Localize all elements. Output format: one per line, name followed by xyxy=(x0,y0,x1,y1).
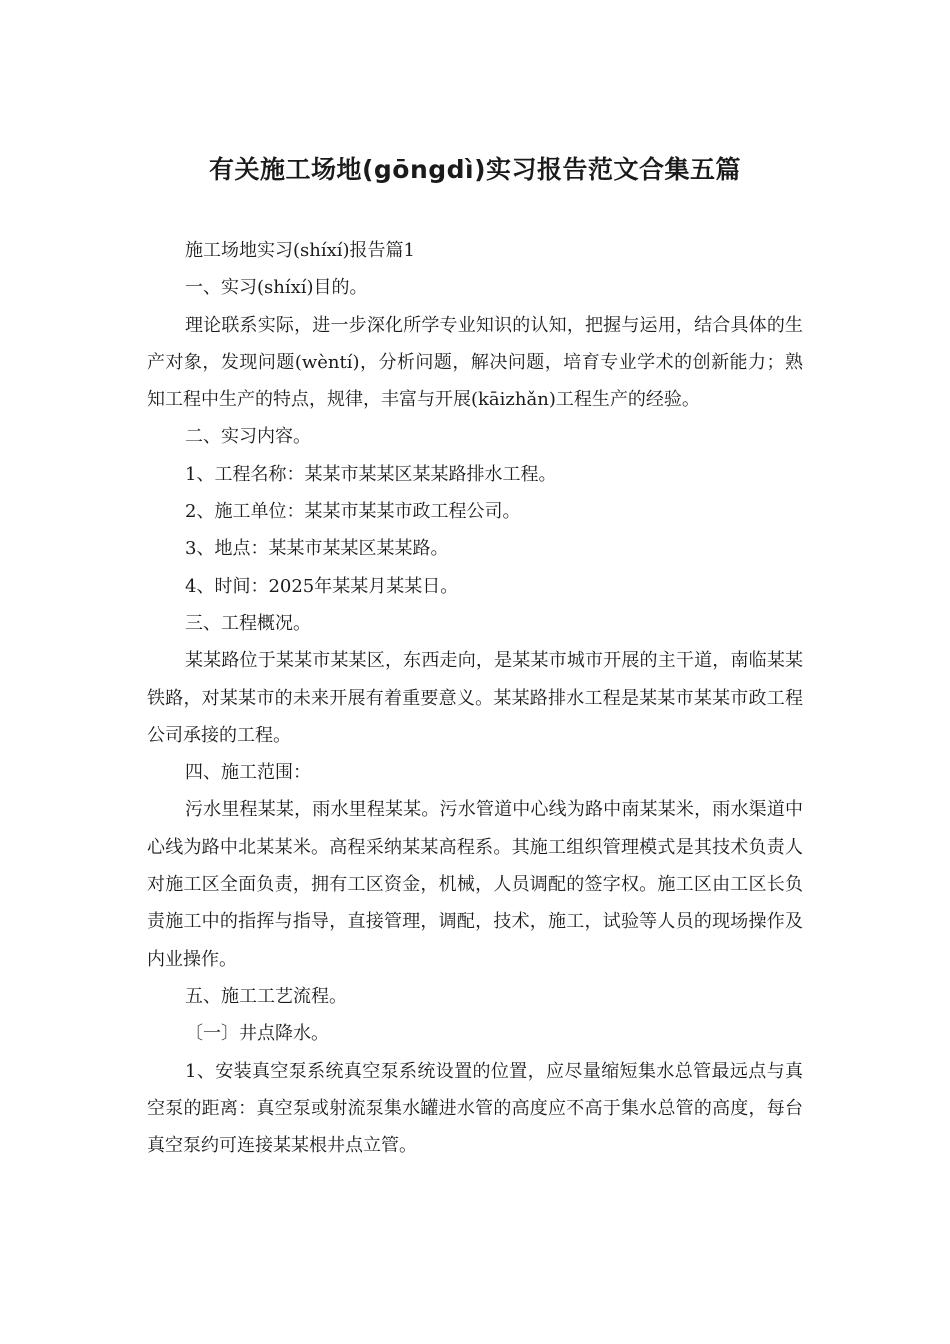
paragraph-heading-purpose: 一、实习(shíxí)目的。 xyxy=(185,277,368,299)
paragraph-heading-content: 二、实习内容。 xyxy=(185,426,311,448)
paragraph-construction-unit: 2、施工单位：某某市某某市政工程公司。 xyxy=(185,501,521,523)
paragraph-overview-text: 某某路位于某某市某某区，东西走向，是某某市城市开展的主干道，南临某某铁路，对某某市的未来开展有着重要意义。某某路排水工程是某某市某某市政工程公司承接的工程。 xyxy=(147,650,803,746)
paragraph-scope-text: 污水里程某某，雨水里程某某。污水管道中心线为路中南某某米，雨水渠道中心线为路中北某某米。高程采纳某某高程系。其施工组织管理模式是其技术负责人对施工区全面负责，拥有工区资金，机械，人员调配的签字权。施工区由工区长负责施工中的指挥与指导，直接管理，调配，技术，施工，试验等人员的现场操作及内业操作。 xyxy=(147,799,803,970)
paragraph-heading-overview: 三、工程概况。 xyxy=(185,612,311,634)
paragraph-time: 4、时间：2025年某某月某某日。 xyxy=(185,575,459,597)
paragraph-project-name: 1、工程名称：某某市某某区某某路排水工程。 xyxy=(185,463,557,485)
paragraph-section-heading: 施工场地实习(shíxí)报告篇1 xyxy=(185,240,415,261)
document-body xyxy=(147,232,803,1164)
paragraph-purpose-text: 理论联系实际，进一步深化所学专业知识的认知，把握与运用，结合具体的生产对象，发现问题(wèntí)，分析问题，解决问题，培育专业学术的创新能力；熟知工程中生产的特点，规律，丰富与开展(kāizhǎn)工程生产的经验。 xyxy=(147,314,803,411)
paragraph-dewatering-text: 1、安装真空泵系统真空泵系统设置的位置，应尽量缩短集水总管最远点与真空泵的距离：真空泵或射流泵集水罐进水管的高度应不高于集水总管的高度，每台真空泵约可连接某某根井点立管。 xyxy=(147,1060,803,1157)
paragraph-subheading-dewatering: 〔一〕井点降水。 xyxy=(185,1023,329,1045)
paragraph-heading-process: 五、施工工艺流程。 xyxy=(185,985,347,1007)
paragraph-heading-scope: 四、施工范围： xyxy=(185,762,311,784)
paragraph-location: 3、地点：某某市某某区某某路。 xyxy=(185,538,449,560)
document-title: 有关施工场地(gōngdì)实习报告范文合集五篇 xyxy=(208,155,742,184)
